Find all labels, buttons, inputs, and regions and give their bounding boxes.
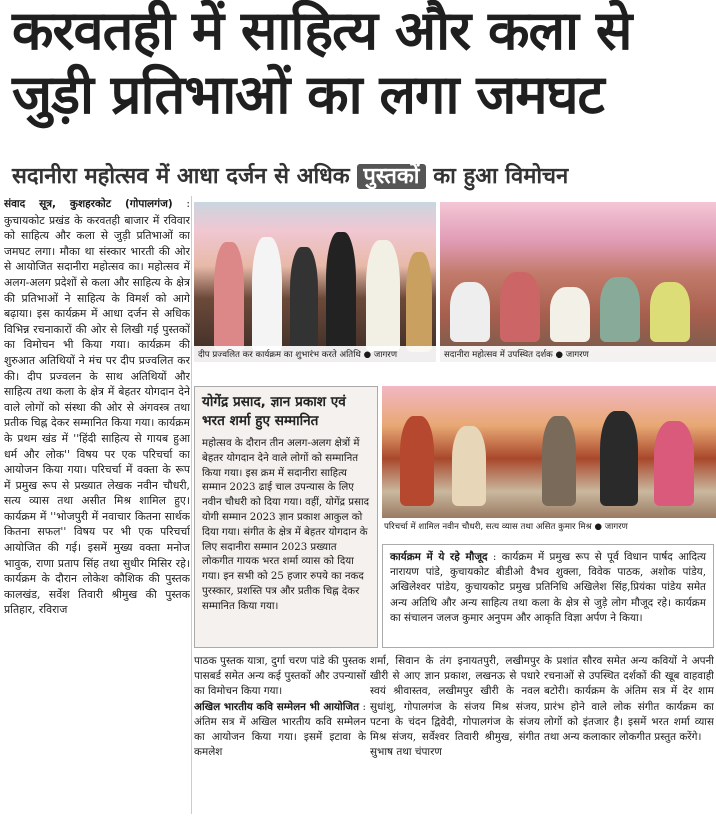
bottom-column-2 [370, 654, 540, 814]
photo-1-caption: दीप प्रज्वलित कर कार्यक्रम का शुभारंभ करते अतिथि ● जागरण [194, 346, 436, 362]
headline [12, 0, 712, 126]
box-story-text: महोत्सव के दौरान तीन अलग-अलग क्षेत्रों में बेहतर योगदान देने वाले लोगों को सम्मानित किया गया। इस क्रम में सदानीरा साहित्य सम्मान 2023 ढाई चाल उपन्यास के लिए नवीन चौधरी को दिया गया। वहीं, योगेंद्र प्रसाद योगी सम्मान 2023 ज्ञान प्रकाश आकुल को दिया गया। संगीत के क्षेत्र में बेहतर योगदान के लिए सदानीरा सम्मान 2023 प्रख्यात लोकगीत गायक भरत शर्मा व्यास को दिया गया। इन सभी को 25 हजार रुपये का नकद पुरस्कार, प्रशस्ति पत्र और प्रतीक चिह्न देकर सम्मानित किया गया। [202, 438, 370, 612]
column-divider [191, 196, 192, 814]
photo-discussion [382, 386, 716, 518]
byline: संवाद सूत्र, कुशहरकोट (गोपालगंज) [4, 198, 173, 210]
bottom-1-text: पाठक पुस्तक यात्रा, दुर्गा चरण पांडे की पुस्तक पासबर्ड समेत अन्य कई पुस्तकों और उपन्यासों का विमोचन किया गया। [194, 655, 366, 698]
info-text: : कार्यक्रम में प्रमुख रूप से पूर्व विधान पार्षद आदित्य नारायण पांडे, कुचायकोट बीडीओ वैभव शुक्ला, विवेक पाठक, अशोक पांडेय, अखिलेश्वर पांडेय, कुचायकोट प्रमुख प्रतिनिधि अखिलेश सिंह,प्रियंका पांडेय समेत अन्य अतिथि और अन्य साहित्य तथा कला के क्षेत्र से जुड़े लोग मौजूद रहे। कार्यक्रम का संचालन जलज कुमार अनुपम और आकृति विज्ञा अर्पण ने किया। [390, 551, 707, 624]
subheadline-boxed: पुस्तकों [357, 164, 425, 189]
column-1-text: : कुचायकोट प्रखंड के करवतही बाजार में रविवार को साहित्य और कला से जुड़ी प्रतिभाओं का जमघट लगा। मौका था संस्कार भारती की ओर से आयोजित सदानीरा महोत्सव का। महोत्सव में अलग-अलग प्रदेशों से कला और साहित्य के क्षेत्र की प्रतिभाओं ने साहित्य के विमर्श को आगे बढ़ाया। इस कार्यक्रम में आधा दर्जन से अधिक विभिन्न रचनाकारों की ओर से लिखी गई पुस्तकों का विमोचन भी किया गया। कार्यक्रम की शुरुआत अतिथियों ने मंच पर दीप प्रज्वलित कर की। दीप प्रज्वलन के साथ अतिथियों और साहित्य तथा कला के क्षेत्र में बेहतर योगदान देने वाले लोगों को संस्था की ओर से अंगवस्त्र तथा प्रतीक चिह्न देकर सम्मानित किया गया। कार्यक्रम के प्रथम खंड में ''हिंदी साहित्य से गायब हुआ धर्म और लोक'' विषय पर एक परिचर्चा का आयोजन किया गया। परिचर्चा में वक्ता के रूप में प्रमुख रूप से प्रख्यात लेखक नवीन चौधरी, सत्य व्यास तथा असीत मिश्र शामिल हुए। कार्यक्रम में ''भोजपुरी में नवाचार कितना सार्थक कितना सफल'' विषय पर भी एक परिचर्चा आयोजित की गई। इसमें मुख्य वक्ता मनोज भावुक, राणा प्रताप सिंह तथा सुधीर मिसिर रहे। कार्यक्रम के दौरान लोकेश कौशिक की पुस्तक कालखंड, सर्वेश तिवारी श्रीमुख की पुस्तक प्रतिहार, रविराज [4, 197, 190, 617]
photo-2-caption: सदानीरा महोत्सव में उपस्थित दर्शक ● जागरण [440, 346, 716, 362]
bottom-2-text: शर्मा, सिवान के तंग इनायतपुरी, लखीमपुर खीरी से आए ज्ञान प्रकाश, लखनऊ से पधारे स्वयं श्रीवास्तव, लखीमपुर खीरी के नवल सुधांशु, गोपालगंज के संजय मिश्र संजय, पटना के चंदन द्विवेदी, गोपालगंज के संजय मिश्र संजय, सर्वेश्वर तिवारी श्रीमुख, संगीत सुभाष तथा चंपारण [370, 655, 540, 759]
bottom-1-text-2: : अंतिम सत्र में अखिल भारतीय कवि सम्मेलन का आयोजन किया गया। इसमें इटावा के कमलेश [194, 700, 366, 759]
photo-audience [440, 202, 716, 362]
box-story-honoured [194, 386, 378, 648]
photo-3-caption: परिचर्चा में शामिल नवीन चौधरी, सत्य व्यास तथा असित कुमार मिश्र ● जागरण [384, 522, 628, 532]
bottom-column-1 [194, 654, 366, 814]
info-label: कार्यक्रम में ये रहे मौजूद [390, 551, 488, 563]
headline-line-1: करवतही में साहित्य और कला से [12, 0, 632, 62]
headline-line-2: जुड़ी प्रतिभाओं का लगा जमघट [12, 63, 604, 126]
subheadline-pre: सदानीरा महोत्सव में आधा दर्जन से अधिक [12, 164, 350, 189]
info-box-attendees [382, 544, 714, 648]
bottom-3-text: के प्रशांत सौरव समेत अन्य कवियों ने अपनी रचनाओं से उपस्थित दर्शकों की खूब वाहवाही बटोरी। कार्यक्रम के अंतिम सत्र में देर शाम प्रारंभ होने वाले लोक संगीत कार्यक्रम का लोगों को इंतजार है। इसमें भरत शर्मा व्यास तथा अन्य कलाकार लोकगीत प्रस्तुत करेंगे। [544, 655, 714, 744]
subheadline [12, 160, 568, 190]
photo-lamp-lighting [194, 202, 436, 362]
bottom-column-3 [544, 654, 714, 814]
article-column-1 [4, 196, 190, 814]
poetry-subtitle: अखिल भारतीय कवि सम्मेलन भी आयोजित [194, 700, 360, 713]
subheadline-post: का हुआ विमोचन [433, 164, 569, 189]
box-story-title: योगेंद्र प्रसाद, ज्ञान प्रकाश एवं भरत शर्मा हुए सम्मानित [202, 394, 346, 429]
